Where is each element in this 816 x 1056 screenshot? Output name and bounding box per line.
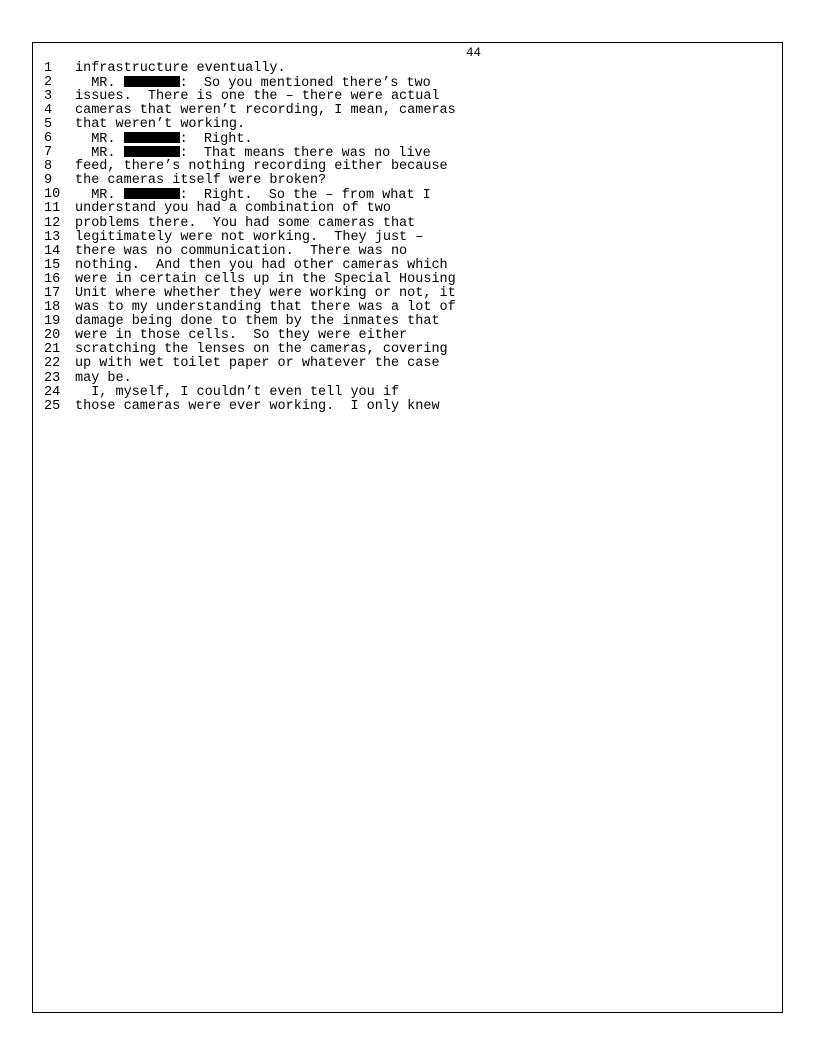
transcript-line bbox=[44, 118, 744, 132]
line-number: 9 bbox=[44, 173, 53, 189]
transcript-line bbox=[44, 160, 744, 174]
line-number: 7 bbox=[44, 145, 53, 161]
line-text bbox=[75, 301, 456, 315]
transcript-line bbox=[44, 329, 744, 343]
line-text-start: there was no communication. There was no bbox=[75, 243, 408, 259]
transcript-line bbox=[44, 343, 744, 357]
transcript-line bbox=[44, 400, 744, 414]
line-text bbox=[75, 160, 448, 174]
page-number: 44 bbox=[466, 46, 482, 60]
line-text-start: issues. There is one the – there were actual bbox=[75, 88, 440, 104]
line-number: 23 bbox=[44, 370, 61, 386]
line-text bbox=[75, 259, 448, 273]
line-text-start: problems there. You had some cameras that bbox=[75, 215, 416, 231]
transcript-line bbox=[44, 357, 744, 371]
line-text-start: may be. bbox=[75, 370, 132, 386]
transcript-line bbox=[44, 315, 744, 329]
line-text-start: damage being done to them by the inmates that bbox=[75, 314, 440, 330]
line-number: 12 bbox=[44, 215, 61, 231]
line-number: 10 bbox=[44, 187, 61, 203]
transcript-line bbox=[44, 217, 744, 231]
line-number: 20 bbox=[44, 328, 61, 344]
transcript-line bbox=[44, 174, 744, 188]
line-text-start: the cameras itself were broken? bbox=[75, 173, 327, 189]
redaction-bar bbox=[124, 188, 180, 199]
line-number: 25 bbox=[44, 398, 61, 414]
transcript-line bbox=[44, 259, 744, 273]
line-text-end: : Right. bbox=[179, 131, 253, 147]
line-number: 8 bbox=[44, 159, 53, 175]
line-text-start: up with wet toilet paper or whatever the case bbox=[75, 356, 440, 372]
line-text-end: : That means there was no live bbox=[179, 146, 431, 162]
transcript-line bbox=[44, 245, 744, 259]
line-text-end: : So you mentioned there’s two bbox=[179, 75, 431, 91]
transcript-line bbox=[44, 273, 744, 287]
line-text-start: scratching the lenses on the cameras, covering bbox=[75, 342, 448, 358]
transcript-line bbox=[44, 202, 744, 216]
line-text-start: legitimately were not working. They just – bbox=[75, 229, 424, 245]
transcript-body bbox=[44, 62, 744, 414]
transcript-line bbox=[44, 372, 744, 386]
transcript-line bbox=[44, 132, 744, 146]
transcript-line bbox=[44, 188, 744, 202]
line-text-start: MR. bbox=[75, 188, 124, 204]
line-text-end: : Right. So the – from what I bbox=[179, 188, 431, 204]
line-text-start: I, myself, I couldn’t even tell you if bbox=[75, 384, 400, 400]
line-number: 21 bbox=[44, 342, 61, 358]
redaction-bar bbox=[124, 132, 180, 143]
line-text bbox=[75, 386, 399, 400]
line-text-start: cameras that weren’t recording, I mean, cameras bbox=[75, 102, 456, 118]
line-text bbox=[75, 400, 440, 414]
line-text bbox=[75, 372, 132, 386]
line-number: 18 bbox=[44, 300, 61, 316]
line-text bbox=[75, 104, 456, 118]
line-text bbox=[75, 329, 407, 343]
line-text bbox=[75, 315, 440, 329]
transcript-line bbox=[44, 146, 744, 160]
line-text-start: were in certain cells up in the Special Housing bbox=[75, 271, 456, 287]
redaction-bar bbox=[124, 76, 180, 87]
line-number: 14 bbox=[44, 243, 61, 259]
line-text bbox=[75, 202, 391, 216]
line-text-start: MR. bbox=[75, 131, 124, 147]
transcript-line bbox=[44, 386, 744, 400]
line-text bbox=[75, 287, 456, 301]
transcript-line bbox=[44, 231, 744, 245]
line-number: 6 bbox=[44, 130, 53, 146]
line-number: 16 bbox=[44, 271, 61, 287]
line-text-start: MR. bbox=[75, 75, 124, 91]
line-number: 2 bbox=[44, 74, 53, 90]
line-number: 4 bbox=[44, 102, 53, 118]
transcript-line bbox=[44, 76, 744, 90]
transcript-line bbox=[44, 104, 744, 118]
line-text-start: MR. bbox=[75, 146, 124, 162]
line-number: 1 bbox=[44, 60, 53, 76]
line-text bbox=[75, 62, 286, 76]
line-number: 11 bbox=[44, 201, 61, 217]
line-text-start: that weren’t working. bbox=[75, 116, 246, 132]
line-text-start: was to my understanding that there was a lot of bbox=[75, 300, 456, 316]
line-number: 13 bbox=[44, 229, 61, 245]
line-number: 22 bbox=[44, 356, 61, 372]
line-text bbox=[75, 132, 253, 147]
line-number: 17 bbox=[44, 286, 61, 301]
transcript-line bbox=[44, 287, 744, 301]
transcript-line bbox=[44, 301, 744, 315]
transcript-line bbox=[44, 90, 744, 104]
line-text-start: Unit where whether they were working or not, it bbox=[75, 286, 456, 301]
line-text bbox=[75, 343, 448, 357]
line-text-start: feed, there’s nothing recording either because bbox=[75, 159, 448, 175]
line-text-start: understand you had a combination of two bbox=[75, 201, 391, 217]
line-text bbox=[75, 357, 440, 371]
line-text-start: infrastructure eventually. bbox=[75, 60, 286, 76]
line-number: 24 bbox=[44, 384, 61, 400]
line-text bbox=[75, 174, 326, 188]
transcript-line bbox=[44, 62, 744, 76]
line-text bbox=[75, 273, 456, 287]
line-text bbox=[75, 245, 407, 259]
line-number: 5 bbox=[44, 116, 53, 132]
line-number: 19 bbox=[44, 314, 61, 330]
line-text bbox=[75, 90, 440, 104]
line-text bbox=[75, 231, 423, 245]
line-text bbox=[75, 118, 245, 132]
line-number: 15 bbox=[44, 257, 61, 273]
line-text-start: were in those cells. So they were either bbox=[75, 328, 408, 344]
line-number: 3 bbox=[44, 88, 53, 104]
line-text bbox=[75, 217, 415, 231]
line-text-start: those cameras were ever working. I only knew bbox=[75, 398, 440, 414]
redaction-bar bbox=[124, 146, 180, 157]
line-text-start: nothing. And then you had other cameras which bbox=[75, 257, 448, 273]
